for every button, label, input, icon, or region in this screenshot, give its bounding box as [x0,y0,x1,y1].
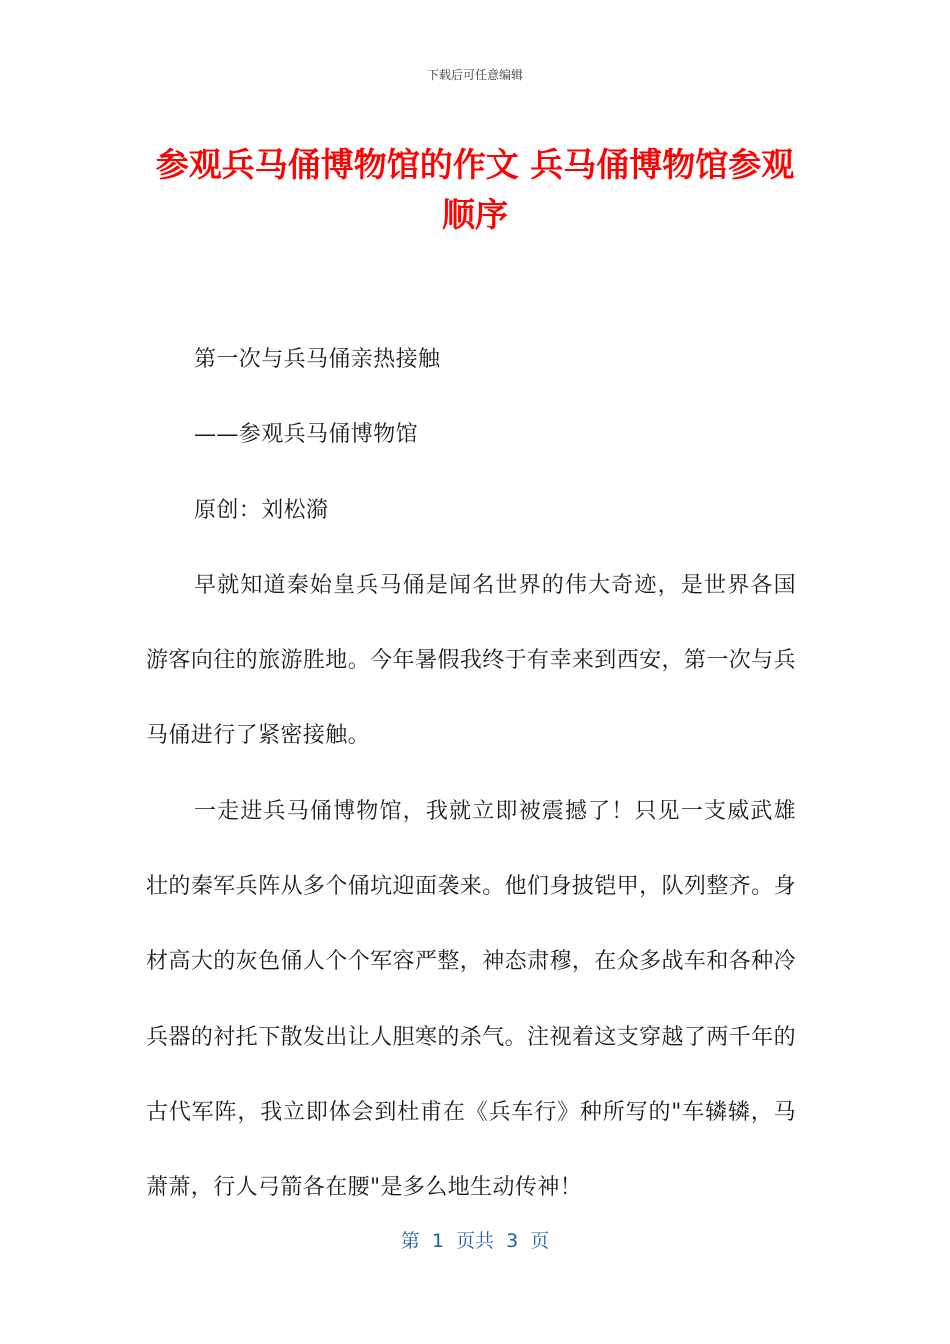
page-footer: 第 1 页共 3 页 [400,1230,550,1252]
paragraph-subtitle: 第一次与兵马俑亲热接触 [194,347,441,372]
header-note: 下载后可任意编辑 [426,68,523,82]
paragraph-subheading: ——参观兵马俑博物馆 [194,422,419,448]
paragraph-museum: 一走进兵马俑博物馆，我就立即被震撼了！只见一支威武雄壮的秦军兵阵从多个俑坑迎面袭来。他们身披铠甲，队列整齐。身材高大的灰色俑人个个军容严整，神态肃穆，在众多战车和各种冷兵器的衬托下散发出让人胆寒的杀气。注视着这支穿越了两千年的古代军阵，我立即体会到杜甫在《兵车行》种所写的"车辚辚，马萧萧，行人弓箭各在腰"是多么地生动传神！ [146,798,796,1201]
document-title: 参观兵马俑博物馆的作文 兵马俑博物馆参观顺序 [155,145,795,234]
document-body [146,322,796,1226]
paragraph-intro: 早就知道秦始皇兵马俑是闻名世界的伟大奇迹，是世界各国游客向往的旅游胜地。今年暑假我终于有幸来到西安，第一次与兵马俑进行了紧密接触。 [146,572,796,749]
paragraph-author: 原创：刘松漪 [194,497,329,523]
